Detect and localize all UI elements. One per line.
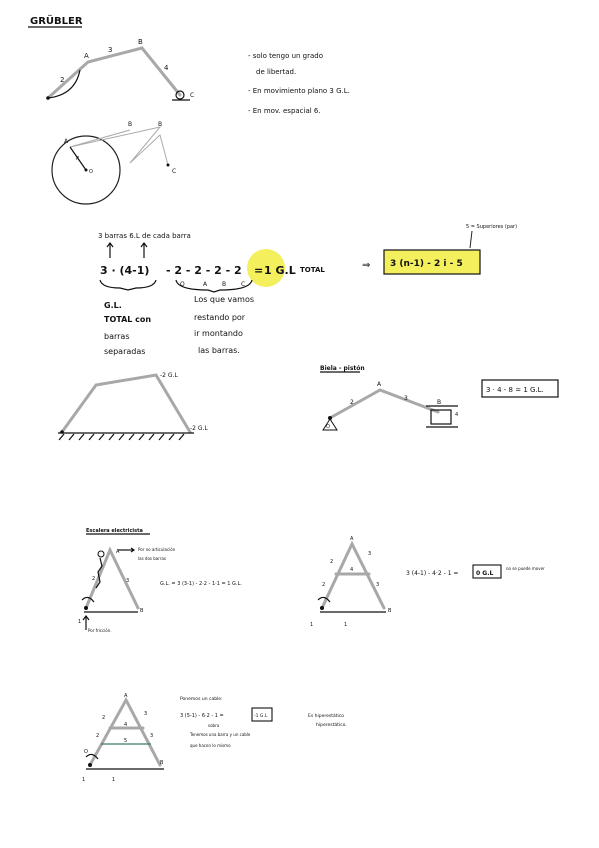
label-b5: B: [437, 399, 442, 406]
climber-head: [98, 551, 104, 557]
label-3-8: 3: [144, 711, 148, 717]
label-2: 2: [60, 76, 65, 84]
sub-o: O: [180, 281, 185, 288]
superiores-pointer: [470, 231, 472, 248]
formula-eq: =: [254, 264, 264, 277]
cable-note-3: que hacen lo mismo: [190, 743, 231, 748]
left-note-4: separadas: [104, 347, 146, 356]
label-o8: O: [84, 749, 88, 755]
cable-right-note-2: hiperestático.: [316, 723, 347, 728]
right-note-2: restando por: [194, 313, 246, 322]
label-3-7b: 3: [376, 582, 380, 588]
ladder-note-1: Por no articulación: [138, 547, 176, 552]
four-bar-linkage: [46, 38, 194, 100]
trapezoid-bars: [62, 375, 190, 432]
cable-result: -1 G.L: [254, 714, 268, 719]
label-o2: O: [89, 169, 93, 175]
point-c: [167, 164, 170, 167]
label-1-8: 1: [82, 777, 86, 783]
ladder-left: [78, 547, 242, 633]
label-bottom: -2 G.L: [190, 425, 208, 432]
label-5-8: 5: [124, 738, 128, 744]
left-note-2: TOTAL con: [104, 315, 152, 324]
sub-c: C: [241, 281, 246, 288]
section1-notes: [248, 52, 350, 115]
note-line-4: - En mov. espacial 6.: [248, 107, 321, 115]
ladder-right-bars: [322, 544, 384, 608]
label-2-7: 2: [330, 559, 334, 565]
ladder-title: Escalera electricista: [86, 528, 143, 534]
label-c2: C: [172, 168, 177, 175]
label-2-7b: 2: [322, 582, 326, 588]
label-b: B: [138, 38, 143, 46]
friction-note: Por fricción.: [88, 628, 112, 633]
label-a: A: [84, 52, 89, 60]
label-3: 3: [108, 46, 113, 54]
label-a2: A: [64, 138, 69, 145]
right-note-3: ir montando: [194, 329, 243, 338]
page-title: GRÜBLER: [30, 16, 83, 27]
formula-left: 3 · (4-1): [100, 264, 150, 277]
cable-note-1: Ponemos un cable:: [180, 697, 223, 702]
center-o: [85, 169, 88, 172]
label-4-5: 4: [455, 412, 459, 418]
label-2-8: 2: [102, 715, 106, 721]
trapezoid-frame: [58, 372, 208, 440]
implies-arrow: ⇒: [362, 260, 371, 271]
label-1-6: 1: [78, 619, 82, 625]
label-b7: B: [388, 608, 392, 614]
slider-block: [431, 410, 451, 424]
ladder-right-calc: 3 (4-1) - 4·2 - 1 =: [406, 570, 459, 577]
label-b6: B: [140, 608, 144, 614]
formula-total: TOTAL: [300, 266, 325, 274]
label-3-6: 3: [126, 578, 130, 584]
label-2-6: 2: [92, 576, 96, 582]
ladder-note-2: las dos barras: [138, 556, 167, 561]
formula-result: 1 G.L: [264, 264, 296, 277]
label-4-7: 4: [350, 567, 354, 573]
pivot-o: [46, 96, 50, 100]
link-ab: [70, 130, 130, 147]
label-a6: A: [116, 549, 120, 555]
label-1-7: 1: [310, 622, 314, 628]
left-note-1: G.L.: [104, 301, 122, 310]
label-3-5: 3: [404, 395, 408, 402]
cable-sub: sobra: [208, 723, 220, 728]
ladder-right-result: 0 G.L: [476, 570, 494, 577]
label-b2: B: [128, 121, 133, 128]
label-4: 4: [164, 64, 169, 72]
ground-hatch: [59, 434, 184, 440]
ladder-right-o: [320, 606, 324, 610]
slider-crank: [320, 365, 558, 430]
note-line-2: de libertad.: [256, 68, 297, 76]
slider-title: Biela - pistón: [320, 365, 365, 372]
ladder-left-o: [84, 606, 88, 610]
label-a8: A: [124, 693, 128, 699]
circle-mechanism: [52, 121, 176, 204]
label-1-7b: 1: [344, 622, 348, 628]
left-note-3: barras: [104, 332, 130, 341]
cable-right-note-1: Es hiperestático: [308, 714, 344, 719]
cable-calc: 3 (5-1) - 6·2 - 1 =: [180, 713, 224, 719]
label-o5: O: [326, 424, 330, 430]
sub-b: B: [222, 281, 227, 288]
ladder-cable: [82, 693, 347, 783]
label-b8: B: [160, 760, 164, 766]
label-b2b: B: [158, 121, 163, 128]
ladder-left-calc: G.L. = 3 (3-1) - 2·2 - 1·1 = 1 G.L.: [160, 581, 242, 587]
superiores-note: 5 = Superiores (par): [466, 224, 518, 230]
label-c: C: [190, 92, 195, 99]
ladder-cable-o: [88, 763, 92, 767]
label-2-5: 2: [350, 399, 354, 406]
label-4-8: 4: [124, 722, 128, 728]
note-line-3: - En movimiento plano 3 G.L.: [248, 87, 350, 95]
sub-a: A: [203, 281, 208, 288]
pivot-left: [60, 430, 64, 434]
general-formula: 3 (n-1) - 2 i - 5: [390, 259, 463, 269]
label-1-8b: 1: [112, 777, 116, 783]
label-top: -2 G.L: [160, 372, 178, 379]
slider-bars: [330, 390, 438, 418]
bars-note: 3 barras 6.L de cada barra: [98, 232, 191, 240]
cable-note-2: Tenemos una barra y un cable: [190, 732, 251, 737]
label-a7: A: [350, 536, 354, 542]
label-2-8b: 2: [96, 733, 100, 739]
gruebler-formula: [98, 224, 517, 356]
ladder-right: [310, 536, 545, 628]
label-3-7: 3: [368, 551, 372, 557]
note-line-1: - solo tengo un grado: [248, 52, 324, 60]
label-3-8b: 3: [150, 733, 154, 739]
right-note-4: las barras.: [198, 346, 240, 355]
label-r: R: [76, 156, 80, 162]
formula-minus: - 2 - 2 - 2 - 2: [166, 264, 242, 277]
right-note-1: Los que vamos: [194, 295, 255, 304]
ladder-right-note: no se puede mover: [506, 566, 545, 571]
brace-left: [100, 280, 156, 290]
slider-calc: 3 · 4 - 8 = 1 G.L.: [486, 386, 544, 394]
label-a5: A: [377, 381, 382, 388]
